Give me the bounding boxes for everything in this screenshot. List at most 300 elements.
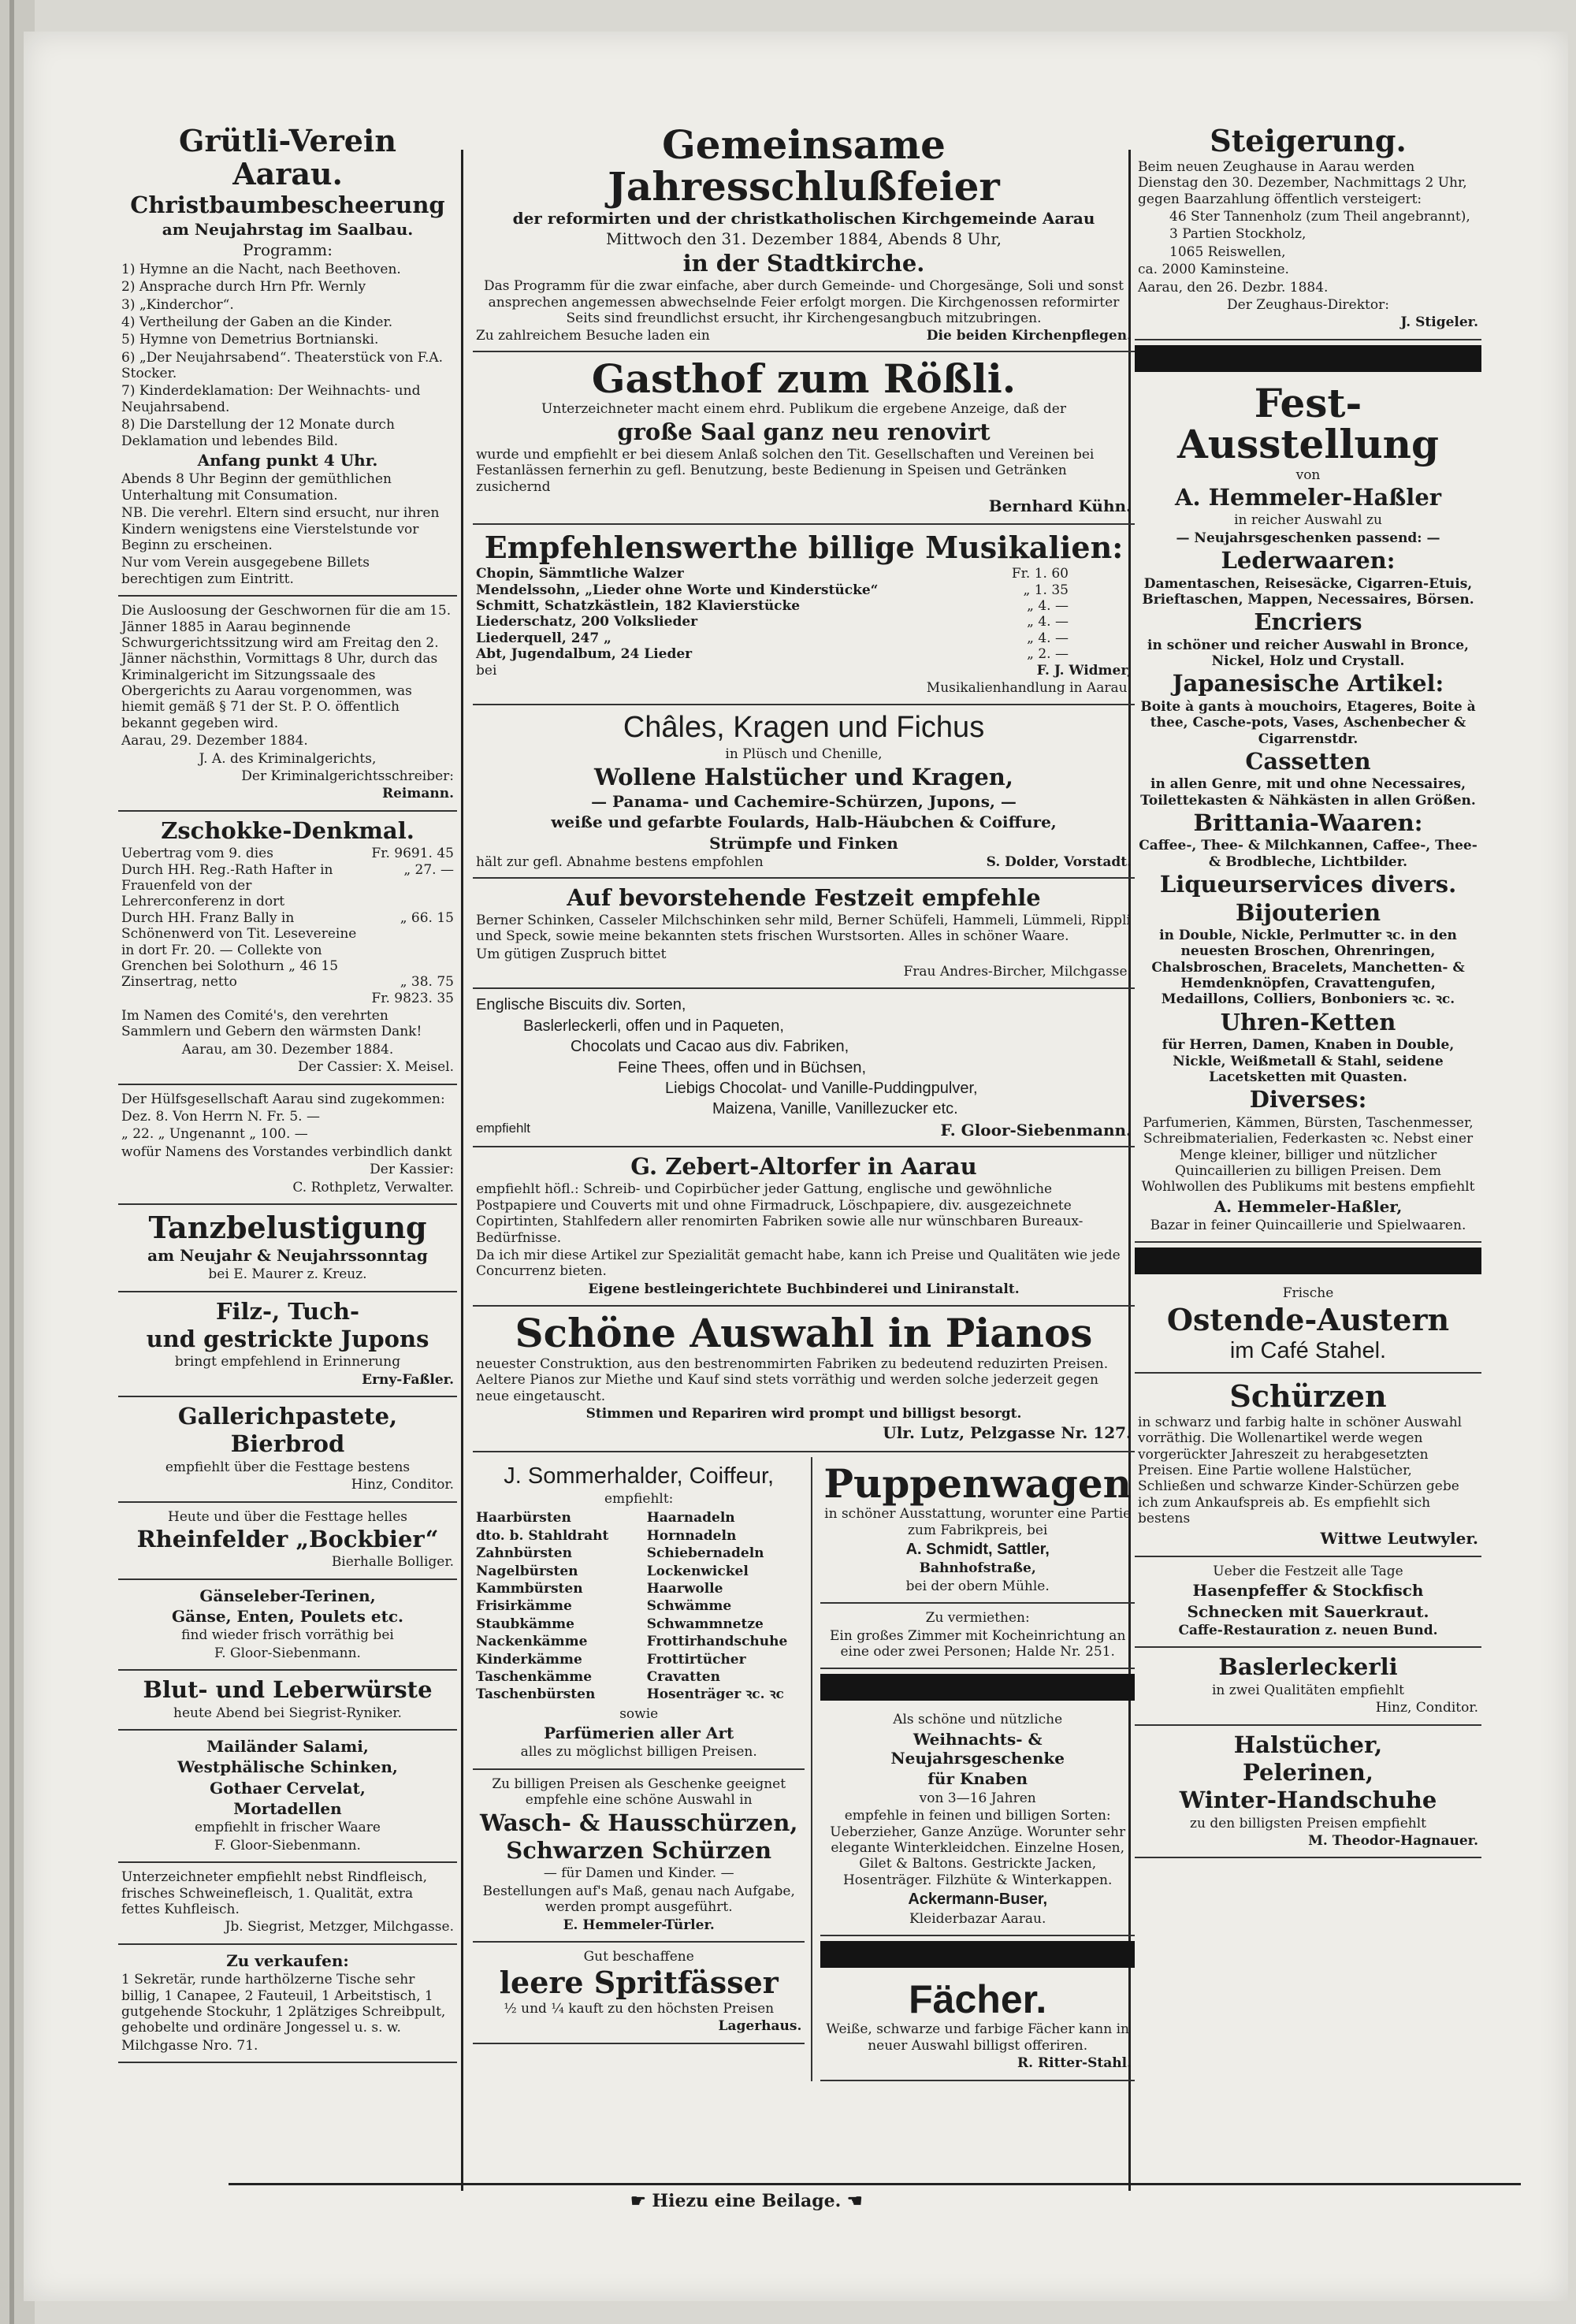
- zschokke-row: [121, 862, 454, 910]
- gaense-sign: F. Gloor-Siebenmann.: [214, 1645, 361, 1661]
- sommerhalder-right-list: [647, 1508, 802, 1704]
- fest-von: von: [1295, 467, 1321, 483]
- puppen-addr2: bei der obern Mühle.: [905, 1578, 1050, 1594]
- ad-steigerung: [1135, 118, 1481, 340]
- row-label: Zinsertrag, netto: [121, 974, 237, 991]
- faecher-title: Fächer.: [909, 1976, 1047, 2021]
- jahresschluss-footer: [476, 328, 1132, 344]
- musik-price: „ 4. —: [1027, 630, 1069, 646]
- chales-sub: in Plüsch und Chenille,: [725, 746, 883, 763]
- biscuits-line: Englische Biscuits div. Sorten,: [476, 996, 686, 1014]
- salami-sign: F. Gloor-Siebenmann.: [214, 1837, 361, 1854]
- sommerhalder-sowie: sowie: [619, 1705, 659, 1722]
- fest-section: [1138, 872, 1478, 898]
- filz-title2: und gestrickte Jupons: [146, 1325, 429, 1352]
- weihnacht-for: für Knaben: [927, 1769, 1028, 1789]
- ad-weihnacht: [820, 1705, 1135, 1936]
- austern-pre: Frische: [1282, 1285, 1334, 1302]
- zebert-title: G. Zebert-Altorfer in Aarau: [630, 1153, 977, 1181]
- gruetli-start: Anfang punkt 4 Uhr.: [197, 451, 378, 470]
- biscuits-footer: [476, 1121, 1132, 1140]
- steigerung-sign1: Der Zeughaus-Direktor:: [1227, 296, 1389, 313]
- fest-firm: A. Hemmeler-Haßler: [1174, 484, 1442, 511]
- bockbier-sign: Bierhalle Bolliger.: [331, 1554, 454, 1571]
- jahresschluss-invite: Zu zahlreichem Besuche laden ein: [476, 328, 710, 344]
- musik-name: Mendelssohn, „Lieder ohne Worte und Kinderstücke“: [476, 582, 879, 598]
- list-item: Kinderkämme: [476, 1651, 582, 1668]
- ad-gruetli: [118, 118, 457, 597]
- weihnacht-sign2: Kleiderbazar Aarau.: [909, 1910, 1046, 1927]
- sommerhalder-lists: [476, 1508, 801, 1704]
- schuerzen-sub: — für Damen und Kinder. —: [543, 1865, 734, 1882]
- puppen-text: in schöner Ausstattung, worunter eine Partie zum Fabrikpreis, bei: [824, 1506, 1132, 1538]
- steigerung-sign2: J. Stigeler.: [1400, 314, 1478, 331]
- sprit-text: ½ und ¼ kauft zu den höchsten Preisen: [504, 2001, 775, 2017]
- gaense-title1: Gänseleber-Terinen,: [199, 1586, 376, 1605]
- program-item: 4) Vertheilung der Gaben an die Kinder.: [121, 314, 393, 330]
- tanz-by: bei E. Maurer z. Kreuz.: [208, 1266, 367, 1283]
- fest-section: [1138, 548, 1478, 608]
- pianos-title: Schöne Auswahl in Pianos: [515, 1310, 1093, 1357]
- fest-section: [1138, 810, 1478, 870]
- ad-schuerzen-right: [1135, 1374, 1481, 1557]
- list-item: Cravatten: [646, 1668, 720, 1685]
- musik-price: Fr. 1. 60: [1011, 566, 1069, 582]
- chales-footer: [476, 854, 1132, 870]
- ad-metzger: [118, 1863, 457, 1945]
- musik-sign-row: [476, 663, 1132, 679]
- puppen-addr1: Bahnhofstraße,: [919, 1560, 1036, 1577]
- steigerung-item: 46 Ster Tannenholz (zum Theil angebrannt),: [1169, 208, 1470, 225]
- zschokke-row: [121, 974, 454, 990]
- gruetli-program-label: Programm:: [242, 240, 333, 260]
- musik-name: Schmitt, Schatzkästlein, 182 Klavierstücke: [476, 598, 801, 615]
- ad-verkaufen: [118, 1945, 457, 2063]
- galler-title1: Gallerichpastete,: [177, 1403, 398, 1430]
- program-item: 5) Hymne von Demetrius Bortnianski.: [121, 332, 379, 348]
- column-right: [1135, 118, 1481, 2198]
- biscuits-line: Chocolats und Cacao aus div. Fabriken,: [571, 1038, 849, 1056]
- fest-section-text: Damentaschen, Reisesäcke, Cigarren-Etuis, Brieftaschen, Mappen, Necessaires, Börsen.: [1142, 575, 1474, 608]
- weihnacht-pre: Als schöne und nützliche: [893, 1712, 1063, 1728]
- fest-section-head: Diverses:: [1249, 1086, 1367, 1114]
- jahresschluss-sign: Die beiden Kirchenpflegen.: [926, 328, 1132, 344]
- fest-section: [1138, 671, 1478, 747]
- faecher-text: Weiße, schwarze und farbige Fächer kann in neuer Auswahl billigst offeriren.: [826, 2021, 1129, 2054]
- gruetli-tickets: Nur vom Verein ausgegebene Billets berechtigen zum Eintritt.: [121, 555, 370, 587]
- schuerzen-sign: E. Hemmeler-Türler.: [563, 1917, 715, 1933]
- fest-section-text: Caffee-, Thee- & Milchkannen, Caffee-, Thee- & Brodbleche, Lichtbilder.: [1139, 838, 1478, 870]
- gaense-title2: Gänse, Enten, Poulets etc.: [172, 1607, 403, 1627]
- geschworne-sign3: Reimann.: [381, 786, 454, 802]
- musik-price: „ 2. —: [1027, 646, 1069, 663]
- fest-title: Fest-Ausstellung: [1176, 379, 1439, 468]
- hasen-sign: Caffe-Restauration z. neuen Bund.: [1178, 1623, 1438, 1639]
- list-item: Haarnadeln: [646, 1510, 735, 1526]
- binding-spine: [9, 0, 14, 2324]
- musik-row: [476, 582, 1069, 598]
- program-item: 8) Die Darstellung der 12 Monate durch Deklamation und lebendes Bild.: [121, 417, 395, 449]
- fest-section: [1138, 609, 1478, 669]
- verkaufen-where: Milchgasse Nro. 71.: [121, 2037, 258, 2054]
- zebert-text: empfiehlt höfl.: Schreib- und Copirbücher jeder Gattung, englische und gewöhnliche Postpapiere und Couverts mit und ohne Firmadruck, Löschpapiere, div. ausgezeichnete Copirtinten, Stahlfedern aller renomirten Fabriken sowie alle nur wünschbaren Bureaux-Bedürfnisse.: [476, 1181, 1084, 1246]
- gruetli-nb: NB. Die verehrl. Eltern sind ersucht, nur ihren Kindern wenigstens eine Vierstelstunde vor Beginn zu erscheinen.: [121, 505, 440, 553]
- austern-where: im Café Stahel.: [1229, 1337, 1387, 1363]
- fest-sign: A. Hemmeler-Haßler,: [1214, 1196, 1403, 1216]
- middle-bottom-right: [820, 1457, 1135, 2081]
- musik-list: [476, 566, 1132, 662]
- list-item: Taschenbürsten: [476, 1686, 596, 1703]
- zschokke-row: [121, 910, 454, 975]
- sommerhalder-prices: alles zu möglichst billigen Preisen.: [520, 1744, 757, 1761]
- filz-sign: Erny-Faßler.: [362, 1371, 454, 1388]
- row-value: „ 38. 75: [400, 974, 454, 991]
- musik-row: [476, 630, 1069, 646]
- column-left: [118, 118, 457, 2198]
- salami-line: Mortadellen: [233, 1799, 342, 1819]
- black-rule: [820, 1941, 1135, 1968]
- jahresschluss-text: Das Programm für die zwar einfache, aber durch Gemeinde- und Chorgesänge, Soli und sonst ansprechen angemessen abwechselnde Feier erfolgt morgen. Die Kirchgenossen reformirter Seits sind freundlichst ersucht, ihr Kirchengesangbuch mitzubringen.: [484, 278, 1124, 326]
- biscuits-line: Liebigs Chocolat- und Vanille-Puddingpulver,: [665, 1079, 978, 1097]
- fest-section-head: Japanesische Artikel:: [1172, 670, 1444, 697]
- row-value: Fr. 9823. 35: [371, 990, 454, 1006]
- ad-fest-ausstellung: [1135, 377, 1481, 1244]
- musik-price: „ 4. —: [1027, 614, 1069, 630]
- fest-section: [1138, 900, 1478, 1008]
- fest-section: [1138, 749, 1478, 809]
- list-item: Frottirhandschuhe: [646, 1634, 788, 1650]
- zschokke-row: [121, 846, 454, 861]
- zschokke-thanks: Im Namen des Comité's, den verehrten Sammlern und Gebern den wärmsten Dank!: [121, 1008, 422, 1040]
- ad-bockbier: [118, 1503, 457, 1580]
- metzger-text: Unterzeichneter empfiehlt nebst Rindfleisch, frisches Schweinefleisch, 1. Qualität, extra fettes Kuhfleisch.: [121, 1869, 428, 1918]
- list-item: Nackenkämme: [476, 1634, 588, 1650]
- roessli-text1: Unterzeichneter macht einem ehrd. Publikum die ergebene Anzeige, daß der: [541, 401, 1066, 418]
- puppen-title: Puppenwagen: [823, 1459, 1132, 1507]
- jahresschluss-sub: der reformirten und der christkatholischen Kirchgemeinde Aarau: [512, 209, 1095, 228]
- ad-faecher: [820, 1973, 1135, 2081]
- galler-text: empfiehlt über die Festtage bestens: [165, 1459, 411, 1475]
- austern-title: Ostende-Austern: [1166, 1301, 1450, 1337]
- ad-zebert: [473, 1147, 1135, 1307]
- ad-gaense: [118, 1580, 457, 1671]
- weihnacht-age: von 3—16 Jahren: [919, 1790, 1036, 1806]
- row-label: Durch HH. Reg.-Rath Hafter in Frauenfeld von der Lehrerconferenz in dort: [121, 861, 333, 910]
- hals-l3: Winter-Handschuhe: [1179, 1787, 1437, 1814]
- list-item: Haarwolle: [646, 1580, 723, 1597]
- festzeit-title: Auf bevorstehende Festzeit empfehle: [567, 883, 1041, 911]
- fest-section-text: in allen Genre, mit und ohne Necessaires, Toilettekasten & Nähkästen in allen Größen.: [1140, 776, 1476, 809]
- list-item: dto. b. Stahldraht: [476, 1527, 609, 1544]
- gruetli-subtitle: Christbaumbescheerung: [130, 191, 445, 218]
- musik-row: [476, 646, 1069, 662]
- ad-sommerhalder: [473, 1457, 805, 1770]
- steigerung-text: Beim neuen Zeughause in Aarau werden Dienstag den 30. Dezember, Nachmittags 2 Uhr, gegen Baarzahlung öffentlich versteigert:: [1138, 158, 1467, 207]
- schuerzen-text: Bestellungen auf's Maß, genau nach Aufgabe, werden prompt ausgeführt.: [482, 1883, 795, 1916]
- list-item: Schwämme: [646, 1598, 732, 1615]
- festzeit-text: Berner Schinken, Casseler Milchschinken sehr mild, Berner Schüfeli, Hammeli, Lümmeli, Rippli und Speck, sowie meine bekannten stets frischen Wurstsorten. Alles in schöner Waare.: [476, 912, 1131, 945]
- schuerzen-t2: Schwarzen Schürzen: [506, 1837, 772, 1864]
- basler-sign: Hinz, Conditor.: [1375, 1700, 1478, 1716]
- list-item: Kammbürsten: [476, 1580, 583, 1597]
- list-item: Frisirkämme: [476, 1598, 572, 1615]
- ad-jahresschluss: [473, 118, 1135, 352]
- zschokke-title: Zschokke-Denkmal.: [161, 816, 414, 844]
- tanz-when: am Neujahr & Neujahrssonntag: [147, 1245, 428, 1265]
- galler-title2: Bierbrod: [230, 1430, 345, 1458]
- ad-zschokke: [118, 812, 457, 1085]
- list-item: Hornnadeln: [646, 1527, 737, 1544]
- musik-name: Chopin, Sämmtliche Walzer: [476, 566, 684, 582]
- ad-roessli: [473, 352, 1135, 526]
- schuerzen-r-text: in schwarz und farbig halte in schöner Auswahl vorräthig. Die Wollenartikel werde wegen vorgerückter Jahreszeit zu herabgesetzten Preisen. Eine Partie wollene Halstücher, Schließen und schwarze Kinder-Schürzen gebe ich zum Ankaufspreis ab. Es empfiehlt sich bestens: [1138, 1414, 1463, 1527]
- fest-section-head: Lederwaaren:: [1221, 547, 1396, 574]
- geschworne-text: Die Ausloosung der Geschwornen für die am 15. Jänner 1885 in Aarau beginnende Schwurgerichtssitzung wird am Freitag den 2. Jänner nächsthin, Vormittags 8 Uhr, durch das Kriminalgericht im Sitzungssaale des Obergerichts zu Aarau vorgenommen, was hiemit gemäß § 71 der St. P. O. öffentlich bekannt gegeben wird.: [121, 603, 452, 731]
- fest-section-head: Brittania-Waaren:: [1193, 809, 1423, 837]
- blut-text: heute Abend bei Siegrist-Ryniker.: [173, 1705, 402, 1721]
- black-rule: [820, 1674, 1135, 1701]
- salami-line: Westphälische Schinken,: [177, 1757, 398, 1777]
- musik-bei: bei: [476, 662, 497, 679]
- sprit-pre: Gut beschaffene: [583, 1948, 694, 1965]
- chales-line4: Strümpfe und Finken: [709, 833, 898, 853]
- ad-austern: [1135, 1279, 1481, 1374]
- musik-name: Liederquell, 247 „: [476, 630, 611, 646]
- musik-sign2: Musikalienhandlung in Aarau.: [926, 680, 1132, 697]
- puppen-sign: A. Schmidt, Sattler,: [905, 1540, 1050, 1558]
- roessli-title: Gasthof zum Rößli.: [591, 355, 1017, 402]
- fest-section-head: Bijouterien: [1235, 898, 1381, 926]
- bockbier-pre: Heute und über die Festtage helles: [168, 1508, 407, 1525]
- gruetli-when: am Neujahrstag im Saalbau.: [162, 219, 414, 239]
- roessli-saal: große Saal ganz neu renovirt: [617, 418, 991, 445]
- fest-section-head: Cassetten: [1245, 747, 1371, 775]
- gruetli-evening: Abends 8 Uhr Beginn der gemüthlichen Unterhaltung mit Consumation.: [121, 471, 392, 504]
- musik-row: [476, 614, 1069, 630]
- fest-section-head: Liqueurservices divers.: [1159, 871, 1457, 898]
- zschokke-row: [121, 991, 454, 1006]
- sommerhalder-left-list: [476, 1508, 631, 1704]
- ad-biscuits: [473, 989, 1135, 1147]
- hasen-l2: Schnecken mit Sauerkraut.: [1187, 1601, 1429, 1621]
- chales-line2: — Panama- und Cachemire-Schürzen, Jupons, —: [591, 791, 1017, 811]
- vermieten-title: Zu vermiethen:: [925, 1610, 1030, 1627]
- hals-l1: Halstücher,: [1233, 1731, 1383, 1758]
- huelfs-sign1: Der Kassier:: [370, 1162, 454, 1178]
- salami-line: Gothaer Cervelat,: [210, 1778, 366, 1798]
- biscuits-line: Baslerleckerli, offen und in Paqueten,: [523, 1017, 784, 1035]
- salami-line: Mailänder Salami,: [206, 1736, 369, 1756]
- ad-galler: [118, 1397, 457, 1502]
- musik-sign: F. J. Widmer,: [1036, 662, 1132, 679]
- ad-halstuecher: [1135, 1726, 1481, 1859]
- ad-schuerzen-mid: [473, 1770, 805, 1943]
- fest-section: [1138, 1010, 1478, 1086]
- roessli-text2: wurde und empfiehlt er bei diesem Anlaß solchen den Tit. Gesellschaften und Vereinen bei Festanlässen fernerhin zu gefl. Benutzung, beste Bedienung in Speisen und Getränken zusichernd: [476, 446, 1095, 495]
- program-item: 2) Ansprache durch Hrn Pfr. Wernly: [121, 279, 366, 296]
- steigerung-item: ca. 2000 Kaminsteine.: [1138, 262, 1289, 278]
- fest-section-text: in schöner und reicher Auswahl in Bronce, Nickel, Holz und Crystall.: [1147, 637, 1469, 670]
- sprit-title: leere Spritfässer: [499, 1965, 779, 2001]
- musik-row: [476, 566, 1069, 582]
- festzeit-sign: Frau Andres-Bircher, Milchgasse.: [903, 964, 1132, 980]
- fest-sign2: Bazar in feiner Quincaillerie und Spielwaaren.: [1150, 1218, 1466, 1234]
- hals-text: zu den billigsten Preisen empfiehlt: [1190, 1815, 1426, 1831]
- huelfs-sign2: C. Rothpletz, Verwalter.: [292, 1179, 454, 1195]
- fest-section-text: in Double, Nickle, Perlmutter ꝛc. in den neuesten Broschen, Ohrenringen, Chalsbroschen, Bracelets, Manchetten- & Hemdenknöpfen, Cravattengufen, Medaillons, Colliers, Bonboniers ꝛc. ꝛc.: [1151, 927, 1465, 1008]
- column-middle: [473, 118, 1135, 2198]
- ad-basler: [1135, 1648, 1481, 1725]
- list-item: Staubkämme: [476, 1616, 574, 1632]
- blut-title: Blut- und Leberwürste: [143, 1676, 433, 1704]
- row-label: Uebertrag vom 9. dies: [121, 846, 273, 862]
- filz-title1: Filz-, Tuch-: [215, 1297, 360, 1325]
- ad-puppen: [820, 1457, 1135, 1604]
- fest-section-text: Boite à gants à mouchoirs, Etageres, Boite à thee, Casche-pots, Vases, Aschenbecher & Cigarrenstdr.: [1140, 698, 1476, 747]
- program-item: 1) Hymne an die Nacht, nach Beethoven.: [121, 261, 401, 277]
- hasen-l1: Hasenpfeffer & Stockfisch: [1192, 1581, 1424, 1601]
- list-item: Taschenkämme: [476, 1668, 593, 1685]
- hasen-pre: Ueber die Festzeit alle Tage: [1213, 1563, 1403, 1579]
- biscuits-foot: empfiehlt: [476, 1120, 530, 1136]
- schuerzen-t1: Wasch- & Hausschürzen,: [479, 1809, 798, 1836]
- row-value: „ 27. —: [403, 861, 454, 878]
- jahresschluss-title: Gemeinsame Jahresschlußfeier: [608, 121, 1000, 210]
- metzger-sign: Jb. Siegrist, Metzger, Milchgasse.: [225, 1919, 454, 1935]
- geschworne-sign2: Der Kriminalgerichtsschreiber:: [241, 768, 454, 785]
- schuerzen-intro: Zu billigen Preisen als Geschenke geeignet empfehle eine schöne Auswahl in: [492, 1776, 786, 1809]
- tanz-title: Tanzbelustigung: [148, 1209, 427, 1245]
- steigerung-title: Steigerung.: [1210, 123, 1407, 158]
- biscuits-line: Feine Thees, offen und in Büchsen,: [618, 1058, 867, 1076]
- pianos-sign: Ulr. Lutz, Pelzgasse Nr. 127.: [883, 1423, 1132, 1443]
- pianos-repair: Stimmen und Repariren wird prompt und billigst besorgt.: [585, 1405, 1022, 1422]
- bockbier-title: Rheinfelder „Bockbier“: [136, 1525, 439, 1552]
- huelfs-text: wofür Namens des Vorstandes verbindlich dankt: [121, 1143, 452, 1160]
- list-item: Schwammnetze: [646, 1616, 764, 1632]
- weihnacht-title: Weihnachts- & Neujahrsgeschenke: [890, 1729, 1065, 1768]
- jahresschluss-where: in der Stadtkirche.: [682, 249, 925, 277]
- schuerzen-r-sign: Wittwe Leutwyler.: [1320, 1528, 1478, 1548]
- fest-section-text: für Herren, Damen, Knaben in Double, Nickle, Weißmetall & Stahl, seidene Lacetsketten mit Quasten.: [1162, 1037, 1455, 1085]
- musik-price: „ 4. —: [1027, 598, 1069, 615]
- geschworne-sign1: J. A. des Kriminalgerichts,: [199, 750, 377, 767]
- zschokke-date: Aarau, am 30. Dezember 1884.: [181, 1041, 394, 1058]
- ad-salami: [118, 1731, 457, 1863]
- weihnacht-sign: Ackermann-Buser,: [908, 1891, 1048, 1909]
- chales-text: hält zur gefl. Abnahme bestens empfohlen: [476, 854, 764, 871]
- basler-title: Baslerleckerli: [1218, 1653, 1398, 1681]
- musik-row: [476, 598, 1069, 614]
- musik-name: Liederschatz, 200 Volkslieder: [476, 614, 698, 630]
- ad-festzeit: [473, 879, 1135, 990]
- sommerhalder-sub: empfiehlt:: [604, 1491, 674, 1508]
- gruetli-program-list: [121, 262, 454, 449]
- faecher-sign: R. Ritter-Stahl.: [1017, 2055, 1132, 2072]
- ad-spritfaesser: [473, 1943, 805, 2044]
- salami-text: empfiehlt in frischer Waare: [195, 1820, 381, 1836]
- middle-bottom-left: [473, 1457, 812, 2081]
- huelfs-intro: Der Hülfsgesellschaft Aarau sind zugekommen:: [121, 1091, 445, 1107]
- chales-sign: S. Dolder, Vorstadt.: [986, 854, 1132, 871]
- black-rule: [1135, 1248, 1481, 1274]
- musik-price: „ 1. 35: [1023, 582, 1069, 598]
- sommerhalder-parf: Parfümerien aller Art: [544, 1723, 734, 1743]
- jahresschluss-when: Mittwoch den 31. Dezember 1884, Abends 8 Uhr,: [606, 229, 1002, 249]
- hals-l2: Pelerinen,: [1243, 1758, 1373, 1786]
- ad-musik: [473, 525, 1135, 705]
- chales-line3: weiße und gefarbte Foulards, Halb-Häubchen & Coiffure,: [551, 812, 1057, 832]
- biscuits-line: Maizena, Vanille, Vanillezucker etc.: [712, 1100, 958, 1118]
- fest-section-text: Parfumerien, Kämmen, Bürsten, Taschenmesser, Schreibmaterialien, Federkasten ꝛc. Nebst einer Menge kleiner, billiger und nützlicher Quincaillerien zu billigen Preisen. Dem Wohlwollen des Publikums mit bestens empfiehlt: [1141, 1114, 1475, 1195]
- ad-geschworne: [118, 597, 457, 812]
- fest-section-head: Encriers: [1254, 608, 1362, 636]
- biscuits-sign: F. Gloor-Siebenmann.: [940, 1120, 1132, 1140]
- row-value: „ 66. 15: [400, 909, 454, 926]
- footer-beilage: ☛ Hiezu eine Beilage. ☚: [630, 2191, 863, 2211]
- list-item: Haarbürsten: [476, 1510, 571, 1526]
- list-item: Nagelbürsten: [476, 1563, 578, 1579]
- chales-title: Châles, Kragen und Fichus: [623, 711, 985, 745]
- zebert-foot: Eigene bestleingerichtete Buchbinderei und Liniranstalt.: [588, 1281, 1020, 1297]
- galler-sign: Hinz, Conditor.: [351, 1477, 454, 1493]
- huelfs-row: „ 22. „ Ungenannt „ 100. —: [121, 1126, 308, 1143]
- vermieten-text: Ein großes Zimmer mit Kocheinrichtung an eine oder zwei Personen; Halde Nr. 251.: [830, 1627, 1126, 1660]
- list-item: Frottirtücher: [646, 1651, 746, 1668]
- program-item: 3) „Kinderchor“.: [121, 296, 234, 313]
- ad-tanz: [118, 1205, 457, 1292]
- geschworne-date: Aarau, 29. Dezember 1884.: [121, 733, 308, 749]
- row-label: Durch HH. Franz Bally in Schönenwerd von Tit. Lesevereine in dort Fr. 20. — Collekte von Grenchen bei Solothurn „ 46 15: [121, 909, 357, 974]
- fest-section: [1138, 1087, 1478, 1195]
- program-item: 7) Kinderdeklamation: Der Weihnachts- und Neujahrsabend.: [121, 383, 421, 415]
- huelfs-row: Dez. 8. Von Herrn N. Fr. 5. —: [121, 1109, 320, 1125]
- ad-huelfs: [118, 1085, 457, 1205]
- fest-sub2: — Neujahrsgeschenken passend: —: [1176, 530, 1440, 546]
- zebert-text2: Da ich mir diese Artikel zur Spezialität gemacht habe, kann ich Preise und Qualitäten wie jede Concurrenz bieten.: [476, 1248, 1121, 1280]
- ad-chales: [473, 705, 1135, 878]
- ad-blut: [118, 1671, 457, 1731]
- schuerzen-r-title: Schürzen: [1229, 1378, 1387, 1414]
- festzeit-close: Um gütigen Zuspruch bittet: [476, 946, 667, 962]
- hals-sign: M. Theodor-Hagnauer.: [1308, 1833, 1478, 1850]
- black-rule: [1135, 345, 1481, 372]
- zschokke-sign: Der Cassier: X. Meisel.: [297, 1059, 454, 1076]
- roessli-sign: Bernhard Kühn.: [988, 496, 1132, 516]
- basler-text: in zwei Qualitäten empfiehlt: [1212, 1682, 1404, 1698]
- row-value: Fr. 9691. 45: [371, 846, 454, 862]
- musik-title: Empfehlenswerthe billige Musikalien:: [484, 530, 1124, 566]
- list-item: Schiebernadeln: [646, 1545, 764, 1562]
- steigerung-item: 3 Partien Stockholz,: [1169, 226, 1307, 243]
- middle-bottom-split: [473, 1457, 1135, 2081]
- ad-filz: [118, 1292, 457, 1397]
- fest-section-head: Uhren-Ketten: [1220, 1008, 1396, 1036]
- steigerung-date: Aarau, den 26. Dezbr. 1884.: [1138, 279, 1329, 296]
- musik-name: Abt, Jugendalbum, 24 Lieder: [476, 646, 693, 663]
- ad-hasen: [1135, 1557, 1481, 1649]
- fest-sub: in reicher Auswahl zu: [1234, 512, 1382, 529]
- chales-line1: Wollene Halstücher und Kragen,: [594, 763, 1013, 790]
- filz-text: bringt empfehlend in Erinnerung: [174, 1354, 401, 1370]
- steigerung-item: 1065 Reiswellen,: [1169, 244, 1286, 260]
- gaense-text: find wieder frisch vorräthig bei: [181, 1627, 394, 1644]
- program-item: 6) „Der Neujahrsabend“. Theaterstück von F.A. Stocker.: [121, 349, 444, 382]
- weihnacht-text: empfehle in feinen und billigen Sorten: Ueberzieher, Ganze Anzüge. Worunter sehr elegante Winterkleidchen. Einzelne Hosen, Gilet & Baltons. Gestrickte Jacken, Hosenträger. Filzhüte & Winterkappen.: [830, 1808, 1126, 1888]
- verkaufen-title: Zu verkaufen:: [226, 1950, 349, 1970]
- sommerhalder-title: J. Sommerhalder, Coiffeur,: [504, 1463, 775, 1489]
- list-item: Zahnbürsten: [476, 1545, 572, 1562]
